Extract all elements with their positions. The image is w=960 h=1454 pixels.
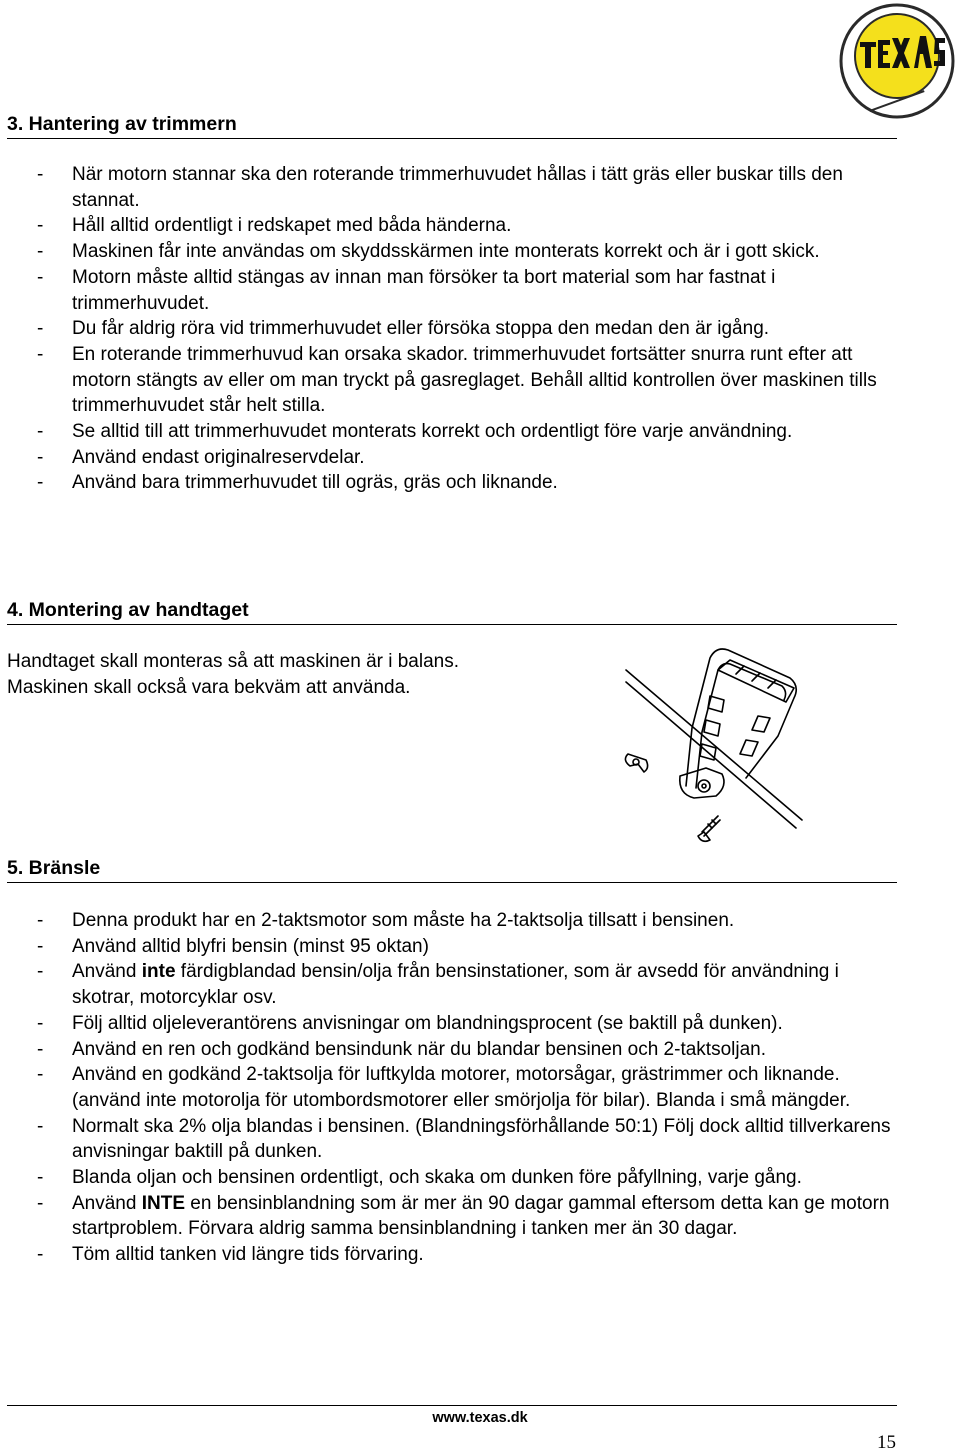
section-3-list — [0, 162, 905, 496]
dash-bullet: - — [37, 935, 44, 957]
list-item: - Töm alltid tanken vid längre tids förvaring. — [0, 1242, 905, 1268]
section-3-title: 3. Hantering av trimmern — [7, 113, 237, 135]
dash-bullet: - — [37, 472, 44, 494]
texas-logo — [838, 2, 956, 120]
paragraph-line: Maskinen skall också vara bekväm att använda. — [7, 676, 411, 698]
paragraph-line: Handtaget skall monteras så att maskinen är i balans. — [7, 651, 460, 672]
emphasis-text: INTE — [141, 1192, 186, 1214]
section-5-title: 5. Bränsle — [7, 857, 101, 879]
handle-assembly-illustration — [618, 636, 804, 860]
dash-bullet: - — [37, 1244, 44, 1266]
section-4-paragraph — [7, 649, 459, 700]
list-item: - Du får aldrig röra vid trimmerhuvudet eller försöka stoppa den medan den är igång. — [0, 316, 905, 342]
section-4-rule — [7, 624, 897, 625]
list-item: - Använd en ren och godkänd bensindunk när du blandar bensinen och 2-taktsoljan. — [0, 1037, 905, 1063]
list-item: - Blanda oljan och bensinen ordentligt, och skaka om dunken före påfyllning, varje gång. — [0, 1165, 905, 1191]
list-item: - Maskinen får inte användas om skyddsskärmen inte monterats korrekt och är i gott skick. — [0, 239, 905, 265]
emphasis-text: inte — [141, 961, 176, 983]
dash-bullet: - — [37, 421, 44, 443]
dash-bullet: - — [37, 910, 44, 931]
section-5-list — [0, 908, 905, 1268]
texas-logo-icon — [838, 2, 956, 120]
dash-bullet: - — [37, 1012, 44, 1034]
section-5-rule — [7, 882, 897, 883]
list-item: - Följ alltid oljeleverantörens anvisningar om blandningsprocent (se baktill på dunken). — [0, 1011, 905, 1037]
dash-bullet: - — [37, 266, 44, 288]
dash-bullet: - — [37, 318, 44, 340]
list-item: - När motorn stannar ska den roterande trimmerhuvudet hållas i tätt gräs eller buskar tills den stannat. — [37, 164, 843, 211]
list-item: - Använd alltid blyfri bensin (minst 95 oktan) — [0, 934, 905, 960]
footer-rule — [7, 1405, 897, 1406]
list-item: - Använd en godkänd 2-taktsolja för luftkylda motorer, motorsågar, grästrimmer och liknande. (använd inte motorolja för utombordsmotorer eller smörjolja för bilar). Blanda i små mängder. — [37, 1064, 851, 1111]
dash-bullet: - — [37, 1038, 44, 1060]
section-3-rule — [7, 138, 897, 139]
list-item: - Använd endast originalreservdelar. — [0, 445, 905, 471]
list-item: - Använd bara trimmerhuvudet till ogräs, gräs och liknande. — [0, 470, 905, 496]
list-item: - En roterande trimmerhuvud kan orsaka skador. trimmerhuvudet fortsätter snurra runt efter att motorn stängts av eller om man tryckt på gasreglaget. Behåll alltid kontrollen över maskinen tills trimmerhuvudet står helt stilla. — [37, 343, 877, 417]
dash-bullet: - — [37, 1192, 44, 1214]
dash-bullet: - — [37, 241, 44, 263]
list-item: - Använd INTE en bensinblandning som är mer än 90 dagar gammal eftersom detta kan ge motorn startproblem. Förvara aldrig samma bensinblandning i tanken mer än 30 dagar. — [37, 1192, 890, 1240]
list-item: - Denna produkt har en 2-taktsmotor som måste ha 2-taktsolja tillsatt i bensinen. — [0, 908, 905, 934]
dash-bullet: - — [37, 343, 44, 365]
dash-bullet: - — [37, 164, 44, 185]
footer-url: www.texas.dk — [432, 1410, 528, 1426]
dash-bullet: - — [37, 446, 44, 468]
list-item: - Normalt ska 2% olja blandas i bensinen. (Blandningsförhållande 50:1) Följ dock alltid tillverkarens anvisningar baktill på dunken. — [37, 1115, 891, 1163]
list-item: - Använd inte färdigblandad bensin/olja från bensinstationer, som är avsedd för användning i skotrar, motorcyklar osv. — [37, 961, 839, 1009]
list-item: - Motorn måste alltid stängas av innan man försöker ta bort material som har fastnat i trimmerhuvudet. — [37, 266, 776, 314]
dash-bullet: - — [37, 1064, 44, 1086]
section-4-title: 4. Montering av handtaget — [7, 599, 249, 621]
list-item: - Håll alltid ordentligt i redskapet med båda händerna. — [0, 213, 905, 239]
dash-bullet: - — [37, 961, 44, 983]
dash-bullet: - — [37, 1115, 44, 1137]
list-item: - Se alltid till att trimmerhuvudet monterats korrekt och ordentligt före varje användning. — [0, 419, 905, 445]
dash-bullet: - — [37, 1167, 44, 1189]
page-number: 15 — [877, 1432, 896, 1453]
dash-bullet: - — [37, 215, 44, 237]
